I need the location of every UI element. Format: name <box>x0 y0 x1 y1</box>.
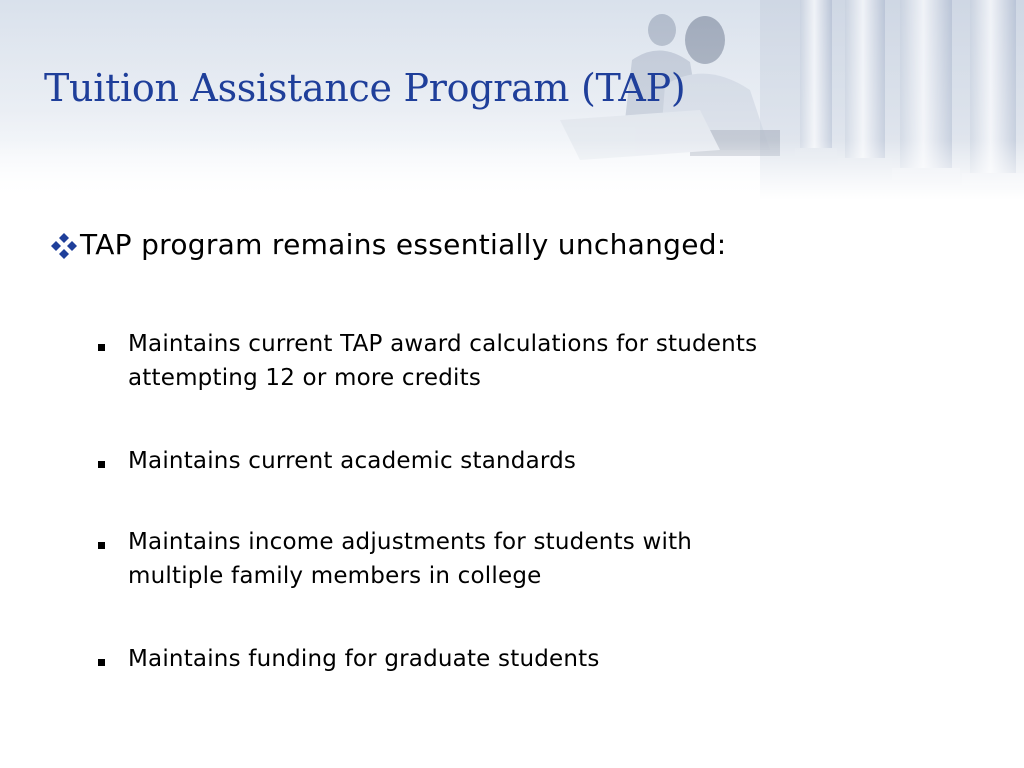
square-bullet-icon <box>98 542 105 549</box>
sub-bullet-line: Maintains income adjustments for students with <box>128 529 693 555</box>
sub-bullet-text <box>128 525 918 593</box>
sub-bullet-line: attempting 12 or more credits <box>128 365 482 391</box>
slide-title: Tuition Assistance Program (TAP) <box>44 66 686 110</box>
sub-bullet-item <box>98 333 918 395</box>
square-bullet-icon <box>98 659 105 666</box>
sub-bullet-line: Maintains funding for graduate students <box>128 646 600 672</box>
main-bullet <box>48 228 727 261</box>
main-bullet-text: TAP program remains essentially unchanged: <box>80 228 727 261</box>
sub-bullet-line: multiple family members in college <box>128 563 542 589</box>
sub-bullet-line: Maintains current TAP award calculations for students <box>128 331 758 357</box>
sub-bullet-item <box>98 450 918 478</box>
square-bullet-icon <box>98 344 105 351</box>
sub-bullet-text <box>128 444 918 478</box>
sub-bullet-item <box>98 648 918 676</box>
sub-bullet-line: Maintains current academic standards <box>128 448 577 474</box>
sub-bullet-text <box>128 642 918 676</box>
sub-bullet-item <box>98 531 918 593</box>
sub-bullet-text <box>128 327 918 395</box>
diamond-cluster-icon <box>48 231 80 261</box>
square-bullet-icon <box>98 461 105 468</box>
